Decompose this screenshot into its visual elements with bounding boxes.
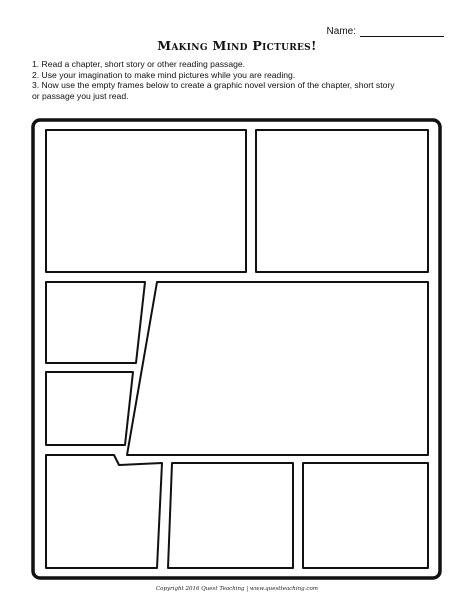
comic-frame-8[interactable] bbox=[303, 463, 428, 568]
instruction-line: 2. Use your imagination to make mind pictures while you are reading. bbox=[32, 69, 296, 80]
instruction-line: or passage you just read. bbox=[32, 90, 129, 101]
instruction-line: 1. Read a chapter, short story or other reading passage. bbox=[32, 59, 246, 69]
comic-frame-5[interactable] bbox=[46, 372, 133, 445]
name-label: Name: bbox=[326, 26, 356, 37]
comic-frame-1[interactable] bbox=[46, 130, 246, 272]
comic-frame-2[interactable] bbox=[256, 130, 428, 272]
comic-frame-6[interactable] bbox=[46, 455, 162, 568]
comic-frame-7[interactable] bbox=[168, 463, 293, 568]
comic-frame-3[interactable] bbox=[46, 282, 145, 363]
name-blank-line[interactable] bbox=[360, 26, 444, 37]
copyright-footer: Copyright 2016 Quest Teaching | www.questteaching.com bbox=[155, 586, 319, 592]
page-title: Making Mind Pictures! bbox=[157, 38, 317, 53]
instruction-line: 3. Now use the empty frames below to create a graphic novel version of the chapter, short story bbox=[32, 80, 395, 91]
instructions-list bbox=[32, 59, 452, 101]
name-field bbox=[327, 26, 444, 37]
comic-frame-4[interactable] bbox=[127, 282, 428, 455]
outer-frame bbox=[33, 120, 440, 578]
